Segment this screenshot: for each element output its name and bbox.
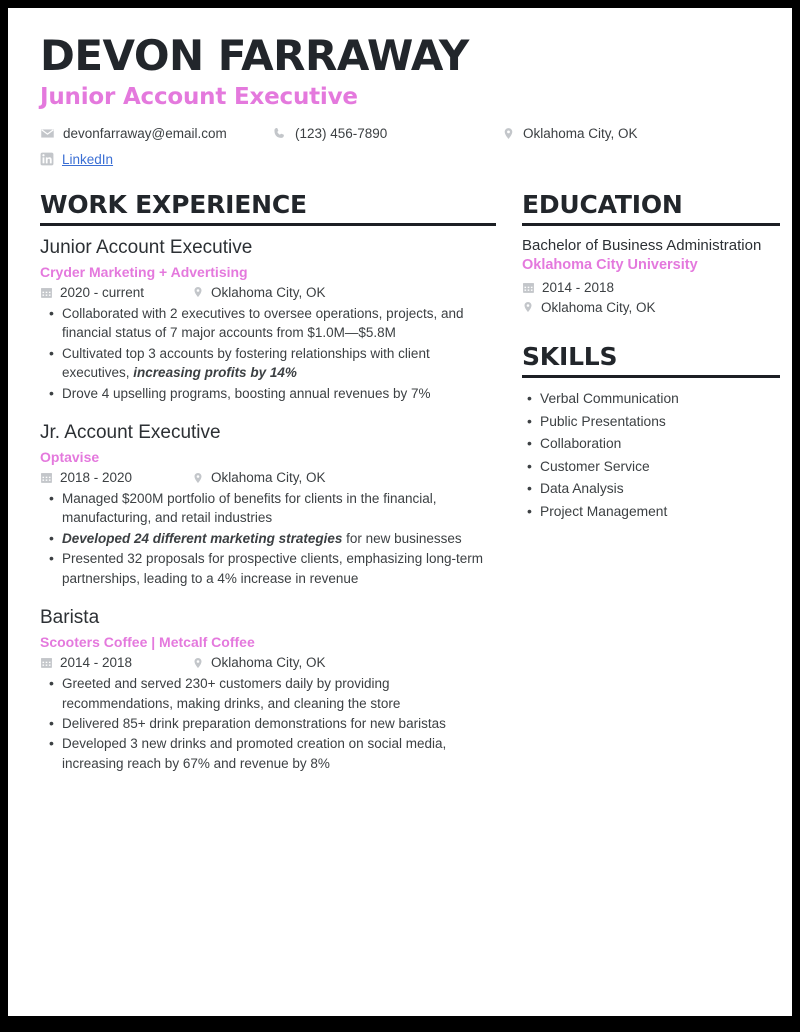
- section-divider: [522, 223, 780, 226]
- contact-email-text: devonfarraway@email.com: [63, 125, 227, 141]
- calendar-icon: [40, 286, 53, 299]
- job-meta: [40, 284, 496, 301]
- map-pin-icon: [192, 285, 204, 299]
- work-experience-bullet: • Greeted and served 230+ customers daily by providing recommendations, making drinks, and cleaning the store: [62, 674, 496, 713]
- work-experience-bullet: • Managed $200M portfolio of benefits for clients in the financial, manufacturing, and retail industries: [62, 489, 496, 528]
- job-bullets: [40, 674, 496, 773]
- education-location: [522, 298, 780, 316]
- skills-list: [522, 388, 780, 523]
- contact-row-primary: [40, 124, 762, 142]
- job-location: [192, 285, 326, 300]
- job-location-text: Oklahoma City, OK: [211, 655, 326, 671]
- skill-item: • Customer Service: [540, 456, 780, 478]
- skill-item: • Collaboration: [540, 433, 780, 455]
- calendar-icon: [40, 656, 53, 669]
- job-title: Junior Account Executive: [40, 237, 253, 259]
- right-column: [522, 190, 780, 791]
- left-column: [40, 190, 496, 791]
- contact-location: [502, 126, 638, 141]
- job-dates: [40, 655, 192, 670]
- work-experience-bullet: • Presented 32 proposals for prospective clients, emphasizing long-term partnerships, leading to a 4% increase in revenue: [62, 549, 496, 588]
- linkedin-icon: [40, 152, 54, 166]
- job-company: Cryder Marketing + Advertising: [40, 263, 248, 280]
- map-pin-icon: [192, 471, 204, 485]
- job-bullets: [40, 304, 496, 403]
- work-experience-bullet: • Drove 4 upselling programs, boosting annual revenues by 7%: [62, 384, 496, 403]
- job-dates-text: 2020 - current: [60, 284, 145, 300]
- contact-email[interactable]: [40, 126, 272, 141]
- job-meta: [40, 469, 496, 486]
- work-experience-item: [40, 236, 496, 403]
- job-dates-text: 2018 - 2020: [60, 470, 133, 486]
- job-title: Jr. Account Executive: [40, 422, 221, 444]
- section-divider: [522, 375, 780, 378]
- education-location-text: Oklahoma City, OK: [541, 299, 656, 315]
- job-company: Optavise: [40, 448, 100, 465]
- contact-phone-text: (123) 456-7890: [295, 125, 388, 141]
- education-item: [522, 236, 780, 316]
- work-experience-bullet: • Cultivated top 3 accounts by fostering relationships with client executives, increasing profits by 14%: [62, 344, 496, 383]
- job-dates: [40, 470, 192, 485]
- work-experience-bullet: • Developed 3 new drinks and promoted creation on social media, increasing reach by 67% and revenue by 8%: [62, 734, 496, 773]
- phone-icon: [272, 126, 287, 141]
- contact-linkedin[interactable]: [40, 152, 113, 167]
- work-experience-bullet: • Delivered 85+ drink preparation demonstrations for new baristas: [62, 714, 496, 733]
- job-location: [192, 655, 326, 670]
- page-title: DEVON FARRAWAY: [40, 31, 469, 80]
- education-dates: [522, 278, 780, 296]
- job-company: Scooters Coffee | Metcalf Coffee: [40, 633, 255, 650]
- job-location: [192, 470, 326, 485]
- job-bullets: [40, 489, 496, 588]
- map-pin-icon: [522, 300, 534, 314]
- education-list: [522, 236, 780, 316]
- resume-page: [8, 8, 792, 1016]
- job-dates-text: 2014 - 2018: [60, 655, 133, 671]
- education-degree: Bachelor of Business Administration: [522, 237, 762, 255]
- skill-item: • Public Presentations: [540, 411, 780, 433]
- resume-header: [40, 31, 762, 168]
- education-school: Oklahoma City University: [522, 257, 698, 274]
- section-divider: [40, 223, 496, 226]
- map-pin-icon: [192, 656, 204, 670]
- education-dates-text: 2014 - 2018: [542, 279, 615, 295]
- contact-location-text: Oklahoma City, OK: [523, 125, 638, 141]
- work-experience-item: [40, 606, 496, 773]
- skill-item: • Project Management: [540, 501, 780, 523]
- work-experience-item: [40, 421, 496, 588]
- calendar-icon: [522, 281, 535, 294]
- job-meta: [40, 654, 496, 671]
- map-pin-icon: [502, 126, 515, 141]
- work-experience-bullet: • Developed 24 different marketing strategies for new businesses: [62, 529, 496, 548]
- resume-body: [40, 190, 762, 791]
- section-heading-education: EDUCATION: [522, 190, 683, 220]
- header-job-title: Junior Account Executive: [40, 84, 358, 111]
- job-location-text: Oklahoma City, OK: [211, 284, 326, 300]
- job-title: Barista: [40, 607, 100, 629]
- contact-linkedin-link[interactable]: LinkedIn: [62, 151, 114, 167]
- envelope-icon: [40, 126, 55, 141]
- calendar-icon: [40, 471, 53, 484]
- contact-row-secondary: [40, 150, 762, 168]
- skill-item: • Data Analysis: [540, 478, 780, 500]
- work-experience-bullet: • Collaborated with 2 executives to oversee operations, projects, and financial status of 7 major accounts from $1.0M—$5.8M: [62, 304, 496, 343]
- work-experience-list: [40, 236, 496, 773]
- skill-item: • Verbal Communication: [540, 388, 780, 410]
- job-location-text: Oklahoma City, OK: [211, 470, 326, 486]
- job-dates: [40, 285, 192, 300]
- section-heading-work-experience: WORK EXPERIENCE: [40, 190, 307, 220]
- section-heading-skills: SKILLS: [522, 342, 618, 372]
- contact-phone[interactable]: [272, 126, 502, 141]
